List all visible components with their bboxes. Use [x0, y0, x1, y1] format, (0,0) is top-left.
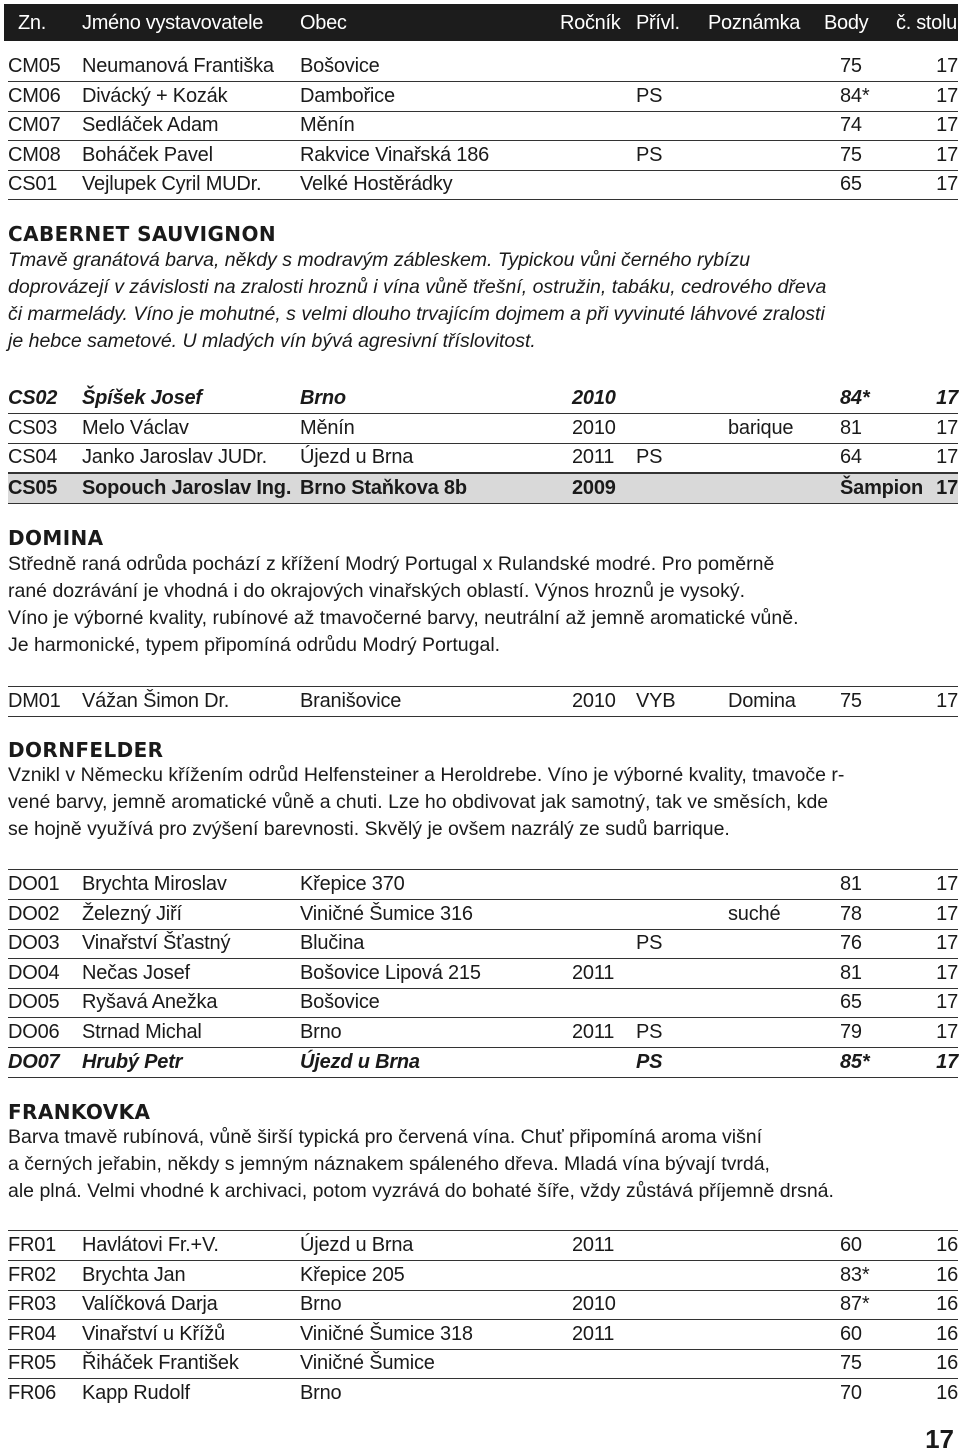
cell-name: Železný Jiří: [82, 902, 182, 925]
table-row: [8, 141, 958, 171]
cell-tab: 17: [936, 416, 958, 439]
cell-town: Brno: [300, 1382, 342, 1404]
cell-pts: 65: [840, 173, 862, 196]
cell-code: CS01: [8, 173, 58, 196]
cell-code: DO04: [8, 961, 60, 984]
cell-pts: 78: [840, 902, 862, 925]
cell-note: suché: [728, 902, 781, 925]
cell-pts: 87*: [840, 1293, 870, 1316]
cell-year: 2011: [572, 1021, 615, 1043]
cell-pts: 83*: [840, 1263, 870, 1286]
cell-tab: 16: [936, 1322, 958, 1345]
cell-town: Újezd u Brna: [300, 1234, 414, 1256]
cabernet-description: [8, 247, 956, 355]
description-line: Barva tmavě rubínová, vůně širší typická pro červená vína. Chuť připomíná aroma višní: [8, 1126, 763, 1148]
cell-pts: 81: [840, 961, 862, 984]
cell-town: Křepice 205: [300, 1263, 405, 1286]
cell-tab: 17: [936, 991, 958, 1014]
header-stolu: č. stolu: [896, 12, 957, 34]
description-line: se hojně využívá pro zvýšení barevnosti. Skvělý je ovšem nazrálý ze sudů barrique.: [8, 818, 730, 840]
cell-tab: 17: [936, 114, 958, 137]
header-privl: Přívl.: [636, 12, 680, 34]
cell-name: Sedláček Adam: [82, 114, 219, 137]
cell-code: CS05: [8, 476, 58, 499]
cell-pts: 76: [840, 932, 862, 955]
cell-name: Sopouch Jaroslav Ing.: [82, 476, 292, 499]
domina-description: [8, 551, 956, 659]
table-row: [8, 959, 958, 989]
table-row: [8, 988, 958, 1018]
table-header: [4, 4, 958, 41]
table-row: [8, 870, 958, 900]
cell-note: Domina: [728, 690, 796, 712]
cell-town: Rakvice Vinařská 186: [300, 143, 490, 166]
description-line: Je harmonické, typem připomíná odrůdu Modrý Portugal.: [8, 634, 501, 656]
cell-code: FR02: [8, 1263, 57, 1286]
cell-name: Řiháček František: [82, 1352, 239, 1375]
cell-name: Neumanová Františka: [82, 55, 274, 77]
cell-pts: 70: [840, 1382, 862, 1404]
description-line: Středně raná odrůda pochází z křížení Modrý Portugal x Rulandské modré. Pro poměrně: [8, 553, 775, 575]
cell-town: Újezd u Brna: [300, 446, 414, 469]
cell-tab: 17: [936, 1021, 958, 1043]
table-row: [8, 1320, 958, 1350]
cell-name: Vinařství Šťastný: [82, 932, 231, 955]
cell-code: DO02: [8, 902, 60, 925]
cell-name: Vejlupek Cyril MUDr.: [82, 173, 262, 196]
cell-town: Velké Hostěrádky: [300, 173, 453, 196]
cell-pts: 81: [840, 873, 862, 895]
cell-tab: 16: [936, 1382, 958, 1404]
cell-pts: 81: [840, 416, 862, 439]
cell-pts: 85*: [840, 1050, 870, 1073]
cell-year: 2011: [572, 1234, 615, 1256]
cell-tab: 16: [936, 1352, 958, 1375]
table-row: [8, 384, 958, 414]
cell-code: DO01: [8, 873, 60, 895]
table-row: [8, 443, 958, 473]
cell-code: FR03: [8, 1293, 57, 1316]
cell-town: Viničné Šumice: [300, 1352, 435, 1375]
cell-year: 2010: [572, 416, 616, 439]
cell-year: 2010: [572, 1293, 616, 1316]
cell-name: Valíčková Darja: [82, 1293, 218, 1316]
cell-name: Vinařství u Křížů: [82, 1322, 225, 1345]
cell-town: Dambořice: [300, 84, 395, 107]
cell-code: CM05: [8, 55, 61, 77]
cell-tab: 17: [936, 446, 958, 469]
cell-name: Vážan Šimon Dr.: [82, 690, 230, 712]
section-title-cabernet: CABERNET SAUVIGNON: [8, 222, 276, 246]
header-poznamka: Poznámka: [708, 12, 801, 34]
cell-town: Bošovice: [300, 55, 380, 77]
table-row: [8, 52, 958, 82]
description-line: Tmavě granátová barva, někdy s modravým zábleskem. Typickou vůni černého rybízu: [8, 249, 751, 271]
cell-town: Branišovice: [300, 690, 402, 712]
cell-pts: 74: [840, 114, 862, 137]
cell-town: Měnín: [300, 416, 355, 439]
cell-pr: PS: [636, 143, 663, 166]
cell-tab: 16: [936, 1263, 958, 1286]
cell-year: 2011: [572, 1322, 615, 1345]
cell-tab: 17: [936, 143, 958, 166]
cell-town: Bošovice Lipová 215: [300, 961, 481, 984]
cell-pr: PS: [636, 84, 663, 107]
table-row: [8, 111, 958, 141]
cell-pr: VYB: [636, 690, 676, 712]
cell-tab: 17: [936, 1050, 958, 1073]
cell-code: FR04: [8, 1322, 57, 1345]
cell-pts: 79: [840, 1021, 862, 1043]
cell-note: barique: [728, 416, 794, 439]
table-row: [8, 82, 958, 112]
cell-name: Nečas Josef: [82, 961, 190, 984]
cell-tab: 17: [936, 84, 958, 107]
table-row: [8, 473, 958, 504]
cell-code: DM01: [8, 690, 61, 712]
cell-year: 2011: [572, 446, 615, 469]
cell-name: Melo Václav: [82, 416, 189, 439]
cell-town: Viničné Šumice 318: [300, 1322, 473, 1345]
cell-town: Viničné Šumice 316: [300, 902, 473, 925]
cell-pr: PS: [636, 446, 663, 469]
cell-tab: 17: [936, 173, 958, 196]
cell-code: CS04: [8, 446, 58, 469]
cell-town: Křepice 370: [300, 873, 405, 895]
description-line: a černých jeřabin, někdy s jemným náznakem spáleného dřeva. Mladá vína bývají tvrdá,: [8, 1153, 770, 1175]
dornfelder-description: [8, 762, 956, 843]
table-row: [8, 900, 958, 930]
cell-pts: 84*: [840, 84, 870, 107]
cell-pr: PS: [636, 1050, 663, 1073]
cell-code: FR05: [8, 1352, 57, 1375]
cell-tab: 17: [936, 690, 958, 712]
cell-pr: PS: [636, 932, 663, 955]
cell-pts: Šampion: [840, 476, 924, 499]
cell-pts: 64: [840, 446, 862, 469]
cell-pts: 84*: [840, 387, 870, 409]
cell-tab: 17: [936, 476, 958, 499]
table-row: [8, 1261, 958, 1291]
cell-town: Bošovice: [300, 991, 380, 1014]
section-title-dornfelder: DORNFELDER: [8, 738, 164, 762]
header-rocnik: Ročník: [560, 12, 621, 34]
cell-code: CM07: [8, 114, 61, 137]
cell-code: DO06: [8, 1021, 60, 1043]
cell-code: CS03: [8, 416, 58, 439]
description-line: či marmelády. Víno je mohutné, s velmi dlouho trvajícím dojmem a při vyvinuté láhvové zralosti: [8, 303, 825, 325]
cell-town: Brno Staňkova 8b: [300, 476, 467, 499]
cell-town: Brno: [300, 387, 346, 409]
cell-pts: 75: [840, 143, 862, 166]
header-body: Body: [824, 12, 869, 34]
cell-year: 2010: [572, 387, 616, 409]
cell-name: Havlátovi Fr.+V.: [82, 1234, 219, 1256]
cell-town: Blučina: [300, 932, 365, 955]
table-row: [8, 687, 958, 717]
description-line: doprovázejí v závislosti na zralosti hroznů i vína vůně třešní, ostružin, tabáku, cedrového dřeva: [8, 276, 827, 298]
cell-code: FR01: [8, 1234, 57, 1256]
cell-code: CS02: [8, 387, 58, 409]
description-line: ale plná. Velmi vhodné k archivaci, potom vyzrává do bohaté šíře, vždy zůstává příjemně drsná.: [8, 1180, 834, 1202]
table-row: [8, 170, 958, 200]
table-row: [8, 1231, 958, 1261]
description-line: Vznikl v Německu křížením odrůd Helfensteiner a Heroldrebe. Víno je výborné kvality, tmavoče r-: [8, 764, 845, 786]
cell-tab: 17: [936, 387, 958, 409]
table-row: [8, 1349, 958, 1379]
cell-tab: 17: [936, 961, 958, 984]
cell-tab: 16: [936, 1234, 958, 1256]
table-row: [8, 1290, 958, 1320]
table-row: [8, 929, 958, 959]
cell-name: Divácký + Kozák: [82, 84, 228, 107]
cell-town: Měnín: [300, 114, 355, 137]
cell-pts: 75: [840, 55, 862, 77]
cell-pts: 65: [840, 991, 862, 1014]
cell-name: Boháček Pavel: [82, 143, 213, 166]
description-line: je hebce sametové. U mladých vín bývá agresivní tříslovitost.: [8, 330, 536, 352]
cell-name: Strnad Michal: [82, 1021, 202, 1043]
cell-name: Špíšek Josef: [82, 387, 202, 409]
cell-pr: PS: [636, 1021, 663, 1043]
table-row: [8, 1379, 958, 1408]
cell-name: Ryšavá Anežka: [82, 991, 218, 1014]
section-title-domina: DOMINA: [8, 526, 104, 550]
cell-code: DO03: [8, 932, 60, 955]
cell-town: Brno: [300, 1021, 342, 1043]
header-zn: Zn.: [18, 12, 46, 34]
cell-pts: 60: [840, 1234, 862, 1256]
section-title-frankovka: FRANKOVKA: [8, 1100, 151, 1124]
cell-code: DO07: [8, 1050, 60, 1073]
cell-name: Janko Jaroslav JUDr.: [82, 446, 267, 469]
cell-code: FR06: [8, 1382, 57, 1404]
cell-year: 2011: [572, 961, 615, 984]
cell-year: 2009: [572, 476, 616, 499]
cell-name: Hrubý Petr: [82, 1050, 183, 1073]
table-row: [8, 1048, 958, 1078]
table-row: [8, 1018, 958, 1048]
cell-year: 2010: [572, 690, 616, 712]
header-jmeno: Jméno vystavovatele: [82, 12, 264, 34]
cell-tab: 17: [936, 902, 958, 925]
cell-town: Brno: [300, 1293, 342, 1316]
description-line: Víno je výborné kvality, rubínové až tmavočerné barvy, neutrální až jemně aromatické vůně.: [8, 607, 799, 629]
page-number: 17: [925, 1424, 954, 1454]
cell-name: Brychta Miroslav: [82, 873, 227, 895]
cell-code: CM06: [8, 84, 61, 107]
cell-pts: 60: [840, 1322, 862, 1345]
cell-town: Újezd u Brna: [300, 1050, 420, 1073]
frankovka-description: [8, 1124, 956, 1205]
cell-code: CM08: [8, 143, 61, 166]
description-line: rané dozrávání je vhodná i do okrajových vinařských oblastí. Výnos hroznů je vysoký.: [8, 580, 746, 602]
table-row: [8, 414, 958, 444]
header-obec: Obec: [300, 12, 347, 34]
cell-tab: 17: [936, 932, 958, 955]
cell-code: DO05: [8, 991, 60, 1014]
cell-pts: 75: [840, 690, 862, 712]
cell-pts: 75: [840, 1352, 862, 1375]
description-line: vené barvy, jemně aromatické vůně a chuti. Lze ho obdivovat jak samotný, tak ve směsích, kde: [8, 791, 829, 813]
cell-name: Kapp Rudolf: [82, 1382, 190, 1404]
cell-name: Brychta Jan: [82, 1263, 186, 1286]
cell-tab: 16: [936, 1293, 958, 1316]
cell-tab: 17: [936, 873, 958, 895]
cell-tab: 17: [936, 55, 958, 77]
